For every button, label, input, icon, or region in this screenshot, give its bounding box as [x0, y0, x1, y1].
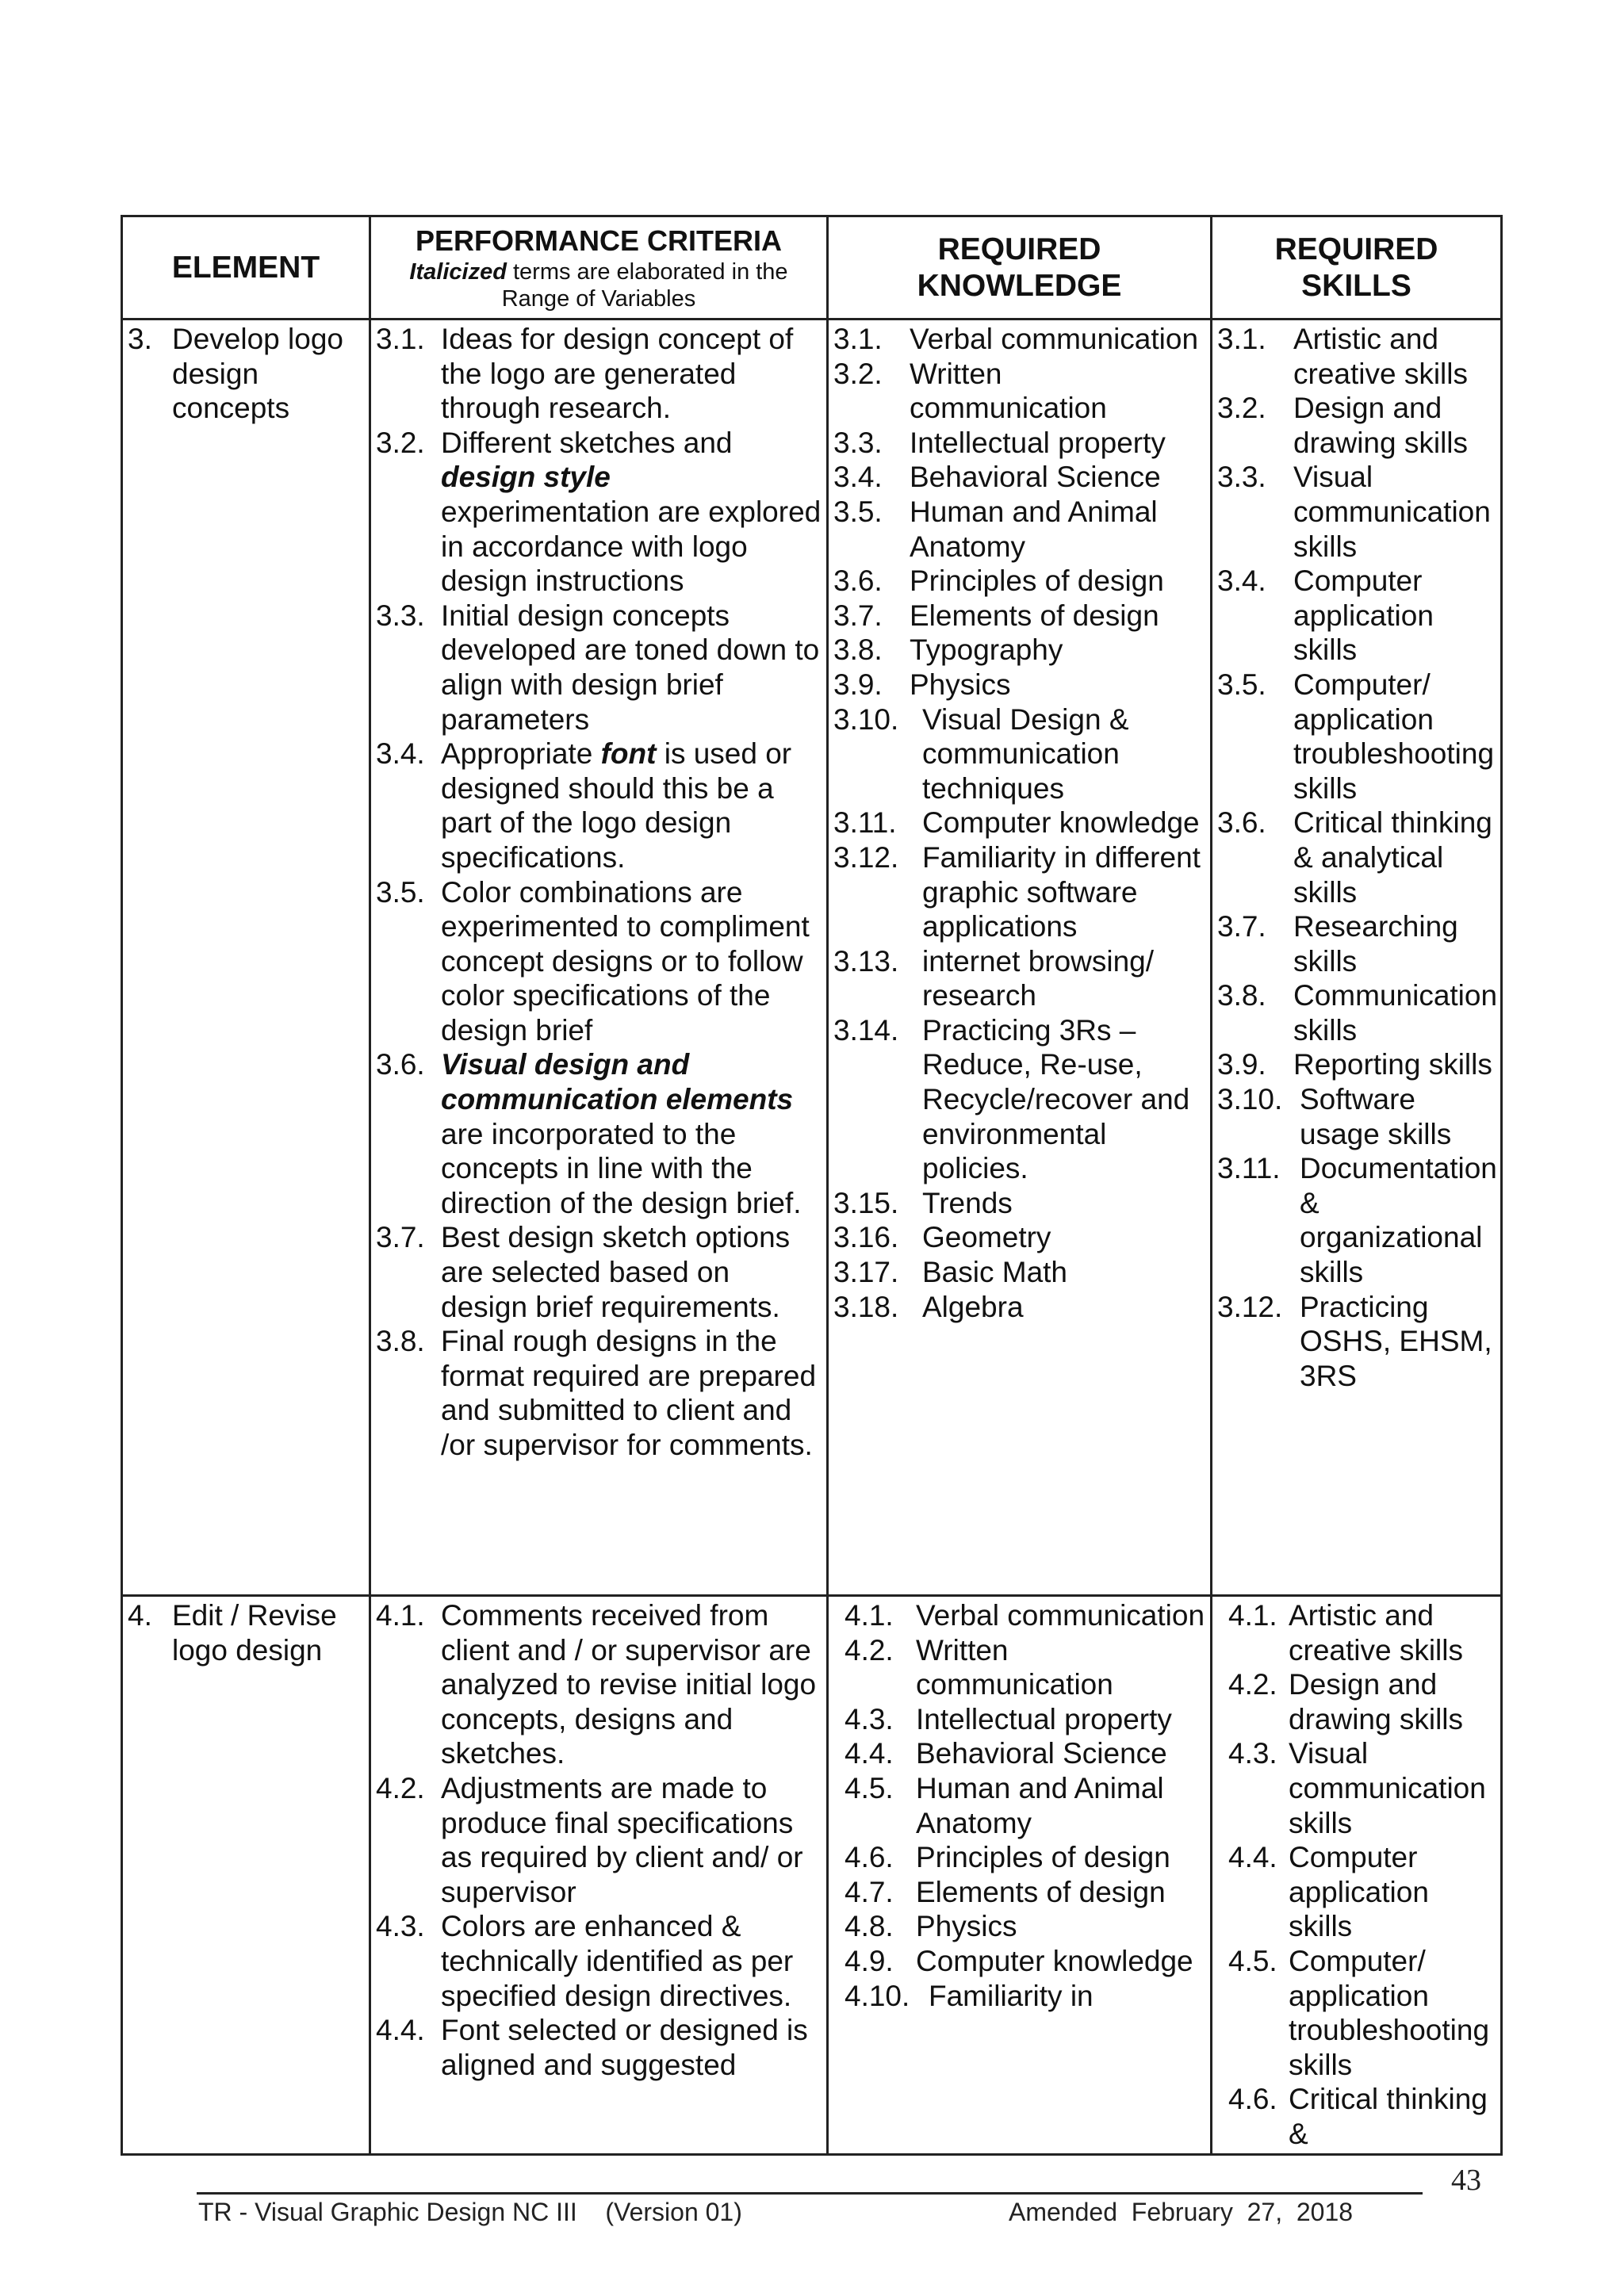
item-number: 3.14. [833, 1013, 899, 1047]
item-number: 4. [128, 1599, 152, 1632]
item-number: 3.6. [1217, 806, 1266, 840]
item-text: Researching skills [1293, 910, 1458, 978]
knowledge-item [833, 668, 1205, 702]
knowledge-item [833, 564, 1205, 599]
item-number: 4.2. [376, 1771, 425, 1804]
skill-item [1217, 1736, 1496, 1840]
skill-item [1217, 1840, 1496, 1944]
skills-cell [1212, 320, 1502, 1596]
criteria-item [376, 1598, 822, 1771]
item-text: Verbal communication [910, 323, 1199, 355]
criteria-item [376, 737, 822, 874]
criteria-text: Initial design concepts developed are toned down to align with design brief parameters [441, 599, 820, 736]
item-text: Human and Animal Anatomy [916, 1771, 1164, 1839]
header-element: ELEMENT [122, 216, 370, 320]
item-number: 3.2. [833, 357, 883, 390]
knowledge-item [833, 1875, 1205, 1910]
item-number: 3. [128, 323, 152, 355]
item-number: 3.6. [833, 564, 883, 598]
item-text: Design and drawing skills [1293, 392, 1469, 459]
item-text: Design and drawing skills [1289, 1668, 1464, 1735]
knowledge-item [833, 1255, 1205, 1290]
item-number: 4.6. [845, 1841, 894, 1874]
item-number: 3.13. [833, 944, 899, 978]
criteria-text: Best design sketch options are selected based on design brief requirements. [441, 1221, 791, 1323]
item-text: Behavioral Science [916, 1737, 1167, 1770]
item-text: Documentation & organizational skills [1300, 1152, 1497, 1289]
element-cell [122, 1596, 370, 2155]
knowledge-item [833, 1702, 1205, 1737]
item-text: Written communication [916, 1633, 1113, 1701]
item-number: 4.4. [1228, 1841, 1277, 1874]
knowledge-item [833, 1290, 1205, 1325]
item-number: 4.1. [1228, 1599, 1277, 1632]
item-text: Familiarity in [929, 1979, 1094, 2012]
item-text: Visual Design & communication techniques [922, 702, 1129, 805]
item-text: Reporting skills [1293, 1048, 1492, 1081]
criteria-item [376, 875, 822, 1048]
knowledge-item [833, 944, 1205, 1013]
item-number: 3.12. [1217, 1290, 1283, 1323]
page-number: 43 [1451, 2164, 1481, 2197]
table-row-element-3 [122, 320, 1502, 1596]
knowledge-item [833, 495, 1205, 564]
knowledge-item [833, 633, 1205, 668]
criteria-text: is used or designed should this be a part of the logo design specifications. [441, 737, 792, 874]
knowledge-item [833, 1220, 1205, 1255]
knowledge-item [833, 806, 1205, 840]
item-text: Verbal communication [916, 1599, 1205, 1632]
item-text: Critical thinking & analytical skills [1293, 806, 1492, 909]
criteria-text: Final rough designs in the format required are prepared and submitted to client and /or supervisor for comments. [441, 1325, 817, 1461]
skill-item [1217, 1598, 1496, 1667]
item-text: Practicing 3Rs – Reduce, Re-use, Recycle/recover and environmental policies. [922, 1013, 1190, 1185]
item-number: 3.4. [833, 461, 883, 494]
item-text: Trends [922, 1186, 1013, 1219]
item-number: 4.2. [845, 1633, 894, 1667]
footer-amended-date: Amended February 27, 2018 [1009, 2198, 1354, 2226]
header-required-knowledge: REQUIRED KNOWLEDGE [828, 216, 1212, 320]
item-text: Computer application skills [1289, 1841, 1429, 1943]
item-text: Edit / Revise logo design [172, 1599, 337, 1667]
competency-table [121, 215, 1503, 2156]
item-text [441, 322, 822, 426]
skill-item [1217, 909, 1496, 978]
item-text [441, 1598, 822, 1771]
item-number: 3.5. [833, 495, 883, 528]
skill-item [1217, 460, 1496, 564]
item-number: 3.12. [833, 840, 899, 874]
criteria-item [376, 322, 822, 426]
header-performance-criteria [370, 216, 828, 320]
item-number: 3.10. [1217, 1083, 1283, 1116]
item-number: 3.17. [833, 1256, 899, 1289]
table-row-element-4 [122, 1596, 1502, 2155]
item-text: Visual communication skills [1289, 1737, 1486, 1839]
item-number: 4.3. [845, 1702, 894, 1735]
knowledge-item [833, 599, 1205, 633]
item-text: Familiarity in different graphic software applications [922, 840, 1201, 943]
item-text: Principles of design [910, 564, 1164, 598]
footer-document-title: TR - Visual Graphic Design NC III (Version 01) [198, 2198, 742, 2226]
knowledge-item [833, 1186, 1205, 1221]
skill-item [1217, 322, 1496, 391]
knowledge-item [833, 840, 1205, 944]
item-number: 3.6. [376, 1048, 425, 1081]
item-number: 3.11. [1217, 1152, 1281, 1185]
item-text [441, 1771, 822, 1909]
item-number: 4.9. [845, 1944, 894, 1977]
item-number: 4.4. [376, 2014, 425, 2047]
item-number: 3.4. [376, 737, 425, 771]
skill-item [1217, 1047, 1496, 1082]
element-label [128, 322, 364, 426]
item-number: 4.3. [1228, 1737, 1277, 1770]
criteria-item [376, 1324, 822, 1462]
criteria-item [376, 1047, 822, 1220]
criteria-text: Font selected or designed is aligned and suggested [441, 2014, 808, 2081]
item-text: Typography [910, 633, 1063, 667]
knowledge-item [833, 702, 1205, 806]
item-text [441, 1324, 822, 1462]
item-number: 3.2. [1217, 392, 1266, 425]
knowledge-item [833, 460, 1205, 495]
knowledge-item [833, 1909, 1205, 1944]
footer-rule [197, 2192, 1423, 2195]
item-text: Geometry [922, 1221, 1051, 1254]
item-number: 4.10. [845, 1979, 910, 2012]
item-number: 3.1. [833, 323, 883, 355]
skill-item [1217, 1667, 1496, 1736]
item-text: Computer/ application troubleshooting skills [1289, 1944, 1490, 2081]
item-text [441, 737, 822, 874]
skill-item [1217, 978, 1496, 1047]
knowledge-item [833, 1633, 1205, 1702]
element-label [128, 1598, 364, 1667]
item-number: 3.3. [833, 426, 883, 459]
range-of-variables-term: Visual design and communication elements [441, 1048, 794, 1116]
header-perf-title: PERFORMANCE CRITERIA [415, 224, 782, 257]
item-number: 3.1. [1217, 323, 1266, 355]
skill-item [1217, 1290, 1496, 1394]
criteria-cell [370, 1596, 828, 2155]
item-number: 3.1. [376, 323, 425, 355]
item-number: 3.7. [1217, 910, 1266, 943]
knowledge-item [833, 1013, 1205, 1186]
criteria-text: experimentation are explored in accordance with logo design instructions [441, 495, 822, 598]
criteria-text: are incorporated to the concepts in line with the direction of the design brief. [441, 1117, 802, 1219]
item-number: 3.15. [833, 1186, 899, 1219]
item-text: Human and Animal Anatomy [910, 495, 1158, 563]
criteria-text: Comments received from client and / or supervisor are analyzed to revise initial logo concepts, designs and sketches. [441, 1599, 817, 1770]
item-text: Elements of design [910, 599, 1159, 632]
item-text: Written communication [910, 357, 1107, 425]
item-text: Computer application skills [1293, 564, 1434, 667]
criteria-cell [370, 320, 828, 1596]
criteria-item [376, 426, 822, 599]
item-number: 3.8. [376, 1325, 425, 1358]
item-number: 3.9. [1217, 1048, 1266, 1081]
item-number: 3.5. [1217, 668, 1266, 701]
criteria-text: Appropriate [441, 737, 601, 771]
item-text [441, 1909, 822, 2013]
knowledge-item [833, 1840, 1205, 1875]
item-text: Basic Math [922, 1256, 1068, 1289]
item-text: Computer knowledge [916, 1944, 1193, 1977]
item-text: Elements of design [916, 1875, 1166, 1908]
item-number: 4.8. [845, 1910, 894, 1943]
knowledge-item [833, 357, 1205, 426]
criteria-item [376, 2013, 822, 2082]
item-number: 3.7. [833, 599, 883, 632]
item-text: Principles of design [916, 1841, 1170, 1874]
item-number: 4.4. [845, 1737, 894, 1770]
criteria-text: Color combinations are experimented to compliment concept designs or to follow color specifications of the design brief [441, 875, 810, 1047]
item-text: internet browsing/ research [922, 944, 1155, 1012]
item-number: 4.6. [1228, 2083, 1277, 2116]
skill-item [1217, 564, 1496, 668]
knowledge-item [833, 322, 1205, 357]
item-number: 3.4. [1217, 564, 1266, 598]
skill-item [1217, 2082, 1496, 2151]
skill-item [1217, 668, 1496, 806]
item-number: 3.3. [376, 599, 425, 632]
item-text: Communication skills [1293, 979, 1498, 1047]
knowledge-cell [828, 1596, 1212, 2155]
criteria-item [376, 599, 822, 737]
knowledge-item [833, 1736, 1205, 1771]
item-number: 3.8. [833, 633, 883, 667]
header-row [122, 216, 1502, 320]
criteria-text: Different sketches and [441, 426, 733, 459]
knowledge-item [833, 1771, 1205, 1840]
item-text: Artistic and creative skills [1293, 323, 1468, 390]
skills-cell [1212, 1596, 1502, 2155]
item-number: 4.7. [845, 1875, 894, 1908]
skill-item [1217, 1944, 1496, 2082]
item-number: 3.7. [376, 1221, 425, 1254]
item-number: 3.8. [1217, 979, 1266, 1012]
item-number: 4.3. [376, 1910, 425, 1943]
item-text: Behavioral Science [910, 461, 1161, 494]
knowledge-cell [828, 320, 1212, 1596]
item-number: 4.1. [845, 1599, 894, 1632]
item-text: Artistic and creative skills [1289, 1599, 1463, 1667]
item-text: Develop logo design concepts [172, 323, 343, 425]
item-number: 3.16. [833, 1221, 899, 1254]
item-number: 4.5. [1228, 1944, 1277, 1977]
item-number: 4.1. [376, 1599, 425, 1632]
item-text [441, 1047, 822, 1220]
header-required-skills: REQUIRED SKILLS [1212, 216, 1502, 320]
range-of-variables-term: font [600, 737, 657, 771]
item-text: Critical thinking & [1289, 2083, 1488, 2150]
item-number: 3.11. [833, 806, 897, 840]
header-perf-note: Italicized terms are elaborated in the Range of Variables [409, 258, 788, 312]
item-text [441, 599, 822, 737]
item-text: Computer knowledge [922, 806, 1200, 840]
item-number: 4.5. [845, 1771, 894, 1804]
item-text: Visual communication skills [1293, 461, 1491, 563]
criteria-text: Ideas for design concept of the logo are generated through research. [441, 323, 794, 425]
criteria-item [376, 1771, 822, 1909]
item-text [441, 875, 822, 1048]
knowledge-item [833, 426, 1205, 461]
skill-item [1217, 391, 1496, 460]
criteria-text: Colors are enhanced & technically identified as per specified design directives. [441, 1910, 794, 2012]
knowledge-item [833, 1598, 1205, 1633]
element-cell [122, 320, 370, 1596]
item-text: Physics [910, 668, 1011, 701]
item-text: Algebra [922, 1290, 1024, 1323]
range-of-variables-term: design style [441, 461, 611, 494]
criteria-item [376, 1220, 822, 1324]
item-number: 3.18. [833, 1290, 899, 1323]
item-number: 3.3. [1217, 461, 1266, 494]
item-text: Physics [916, 1910, 1017, 1943]
skill-item [1217, 1082, 1496, 1151]
item-text: Practicing OSHS, EHSM, 3RS [1300, 1290, 1492, 1392]
item-text [441, 426, 822, 599]
item-number: 3.10. [833, 702, 899, 736]
knowledge-item [833, 1944, 1205, 1979]
criteria-text: Adjustments are made to produce final specifications as required by client and/ or supervisor [441, 1771, 803, 1908]
item-number: 3.5. [376, 875, 425, 909]
item-number: 4.2. [1228, 1668, 1277, 1701]
item-text [441, 1220, 822, 1324]
item-text: Computer/ application troubleshooting skills [1293, 668, 1495, 805]
item-number: 3.9. [833, 668, 883, 701]
skill-item [1217, 806, 1496, 909]
item-text: Intellectual property [910, 426, 1166, 459]
item-text: Intellectual property [916, 1702, 1172, 1735]
item-number: 3.2. [376, 426, 425, 459]
criteria-item [376, 1909, 822, 2013]
item-text [441, 2013, 822, 2082]
skill-item [1217, 1151, 1496, 1289]
item-text: Software usage skills [1300, 1083, 1452, 1150]
knowledge-item [833, 1979, 1205, 2014]
